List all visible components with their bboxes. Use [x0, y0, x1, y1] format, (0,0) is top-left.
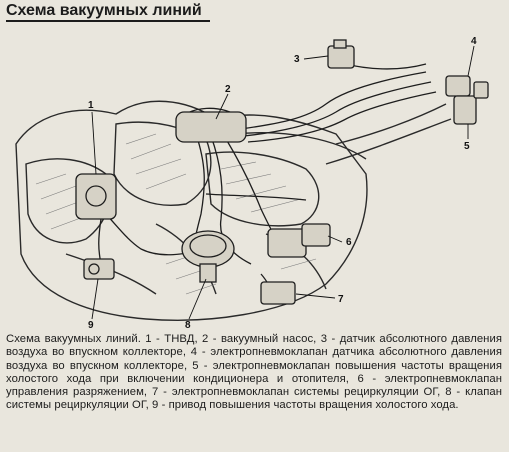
callout-5: 5	[464, 141, 470, 152]
callout-2: 2	[225, 84, 231, 95]
vacuum-lines-diagram	[6, 24, 503, 330]
callout-4: 4	[471, 36, 477, 47]
callout-1: 1	[88, 100, 94, 111]
callout-9: 9	[88, 320, 94, 330]
callout-6: 6	[346, 237, 352, 248]
callout-7: 7	[338, 294, 344, 305]
figure-caption: Схема вакуумных линий. 1 - ТНВД, 2 - вакуумный насос, 3 - датчик абсолютного давления воздуха во впускном коллекторе, 4 - электропневмоклапан датчика абсолютного давления воздуха во впускном коллекторе, 5 - электропневмоклапан повышения частоты вращения холостого хода при включении кондиционера и отопителя, 6 - электропневмоклапан управления разряжением, 7 - электропневмоклапан системы рециркуляции ОГ, 8 - клапан системы рециркуляции ОГ, 9 - привод повышения частоты вращения холостого хода.	[6, 333, 502, 412]
callout-3: 3	[294, 54, 300, 65]
page-title: Схема вакуумных линий	[6, 2, 210, 22]
callout-8: 8	[185, 320, 191, 330]
